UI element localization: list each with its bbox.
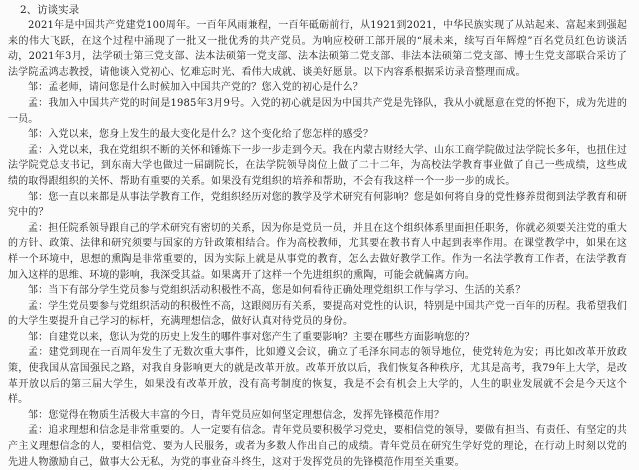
answer-3: 孟：担任院系领导跟自己的学术研究有密切的关系，因为你是党员一员，并且在这个组织体系里面担任职务，你就必须要关注党的重大的方针、政策、法律和研究须要与国家的方针政策相结合。作为高校教师，尤其要在教书育人中起到表率作用。在课堂教学中，如果在这样一个环境中，思想的熏陶是非常重要的，因为实际上就是从事党的教育，怎么去做好教学工作。作为一名法学教育工作者，在法学教育加入这样的思维、环境的影响，我深受其益。如果离开了这样一个先进组织的熏陶，可能会就偏离方向。 — [8, 222, 627, 281]
question-2: 邹：入党以来，您身上发生的最大变化是什么？这个变化给了您怎样的感受？ — [28, 129, 374, 141]
question-1: 邹：孟老师，请问您是什么时候加入中国共产党的？您入党的初心是什么？ — [28, 82, 363, 94]
answer-4: 孟：学生党员要参与党组织活动的积极性不高，这跟阅历有关系，要提高对党性的认识，特别是中国共产党一百年的历程。我希望我们的大学生要提升自己学习的标杆，充满理想信念，做好认真对待党员的身份。 — [8, 300, 627, 328]
answer-1: 孟：我加入中国共产党的时间是1985年3月9号。入党的初心就是因为中国共产党是先锋队，我从小就愿意在党的怀抱下，成为先进的一员。 — [8, 97, 627, 125]
answer-6: 孟：追求理想和信念是非常重要的。人一定要有信念。青年党员要积极学习党史，要相信党的领导，要做有担当、有责任、有坚定的共产主义理想信念的人，要相信党、要为人民服务，或者为多数人作出自己的成绩。青年党员在研究生学好党的理论，在行动上时刻以党的先进人物激励自己，做事大公无私，为党的事业奋斗终生，这对于发挥党员的先锋模范作用至关重要。 — [8, 425, 627, 468]
question-5: 邹：自建党以来，您认为党的历史上发生的哪件事对您产生了重要影响？主要在哪些方面影响您的？ — [28, 331, 475, 343]
question-6: 邹：您觉得在物质生活极大丰富的今日，青年党员应如何坚定理想信念，发挥先锋模范作用？ — [28, 409, 445, 421]
question-3: 邹：您一直以来都是从事法学教育工作，党组织经历对您的教学及学术研究有何影响？您是如何将自身的党性修养贯彻到法学教育和研究中的？ — [8, 191, 627, 219]
question-4: 邹：当下有部分学生党员参与党组织活动积极性不高，您是如何看待正确处理党组织工作与学习、生活的关系？ — [28, 285, 526, 297]
paragraph-intro: 2021年是中国共产党建党100周年。一百年风雨兼程，一百年砥砺前行，从1921到2021，中华民族实现了从站起来、富起来到强起来的伟大飞跃，在这个过程中涌现了一批又一批优秀的共产党员。为响应校研工部开展的“展未来，续写百年辉煌”百名党员红色访谈活动，2021年3月，法学硕士第三党支部、法本法硕第一党支部、法本法硕第二党支部、非法本法硕第二党支部、博士生党支部联合采访了法学院孟鸿志教授，请他谈入党初心、忆难忘时光、看伟大成就、谈美好愿景。以下内容系根据采访录音整理而成。 — [8, 20, 627, 78]
answer-2: 孟：入党以来，我在党组织不断的关怀和锤炼下一步一步走到今天。我在内蒙古财经大学、山东工商学院做过法学院长多年，也扭住过法学院党总支书记，到东南大学也做过一届副院长，在法学院领导岗位上做了二十二年，为高校法学教育事业做了自己一些成绩，这些成绩的取得跟组织的关怀、帮助有重要的关系。如果没有党组织的培养和帮助，不会有我这样一个一步一步的成长。 — [8, 144, 627, 187]
section-title: 2、访谈实录 — [20, 4, 80, 16]
answer-5: 孟：建党到现在一百周年发生了无数次重大事件，比如遵义会议，确立了毛泽东同志的领导地位，使党转危为安；再比如改革开放政策，使我国从富国强民之路，对我自身影响更大的就是改革开放。改革开放以后，我们恢复各种秩序，尤其是高考，我79年上大学，是改革开放以后的第三届大学生，如果没有改革开放，没有高考制度的恢复，我是不会有机会上大学的，人生的职业发展就不会是今天这个样。 — [8, 347, 627, 406]
